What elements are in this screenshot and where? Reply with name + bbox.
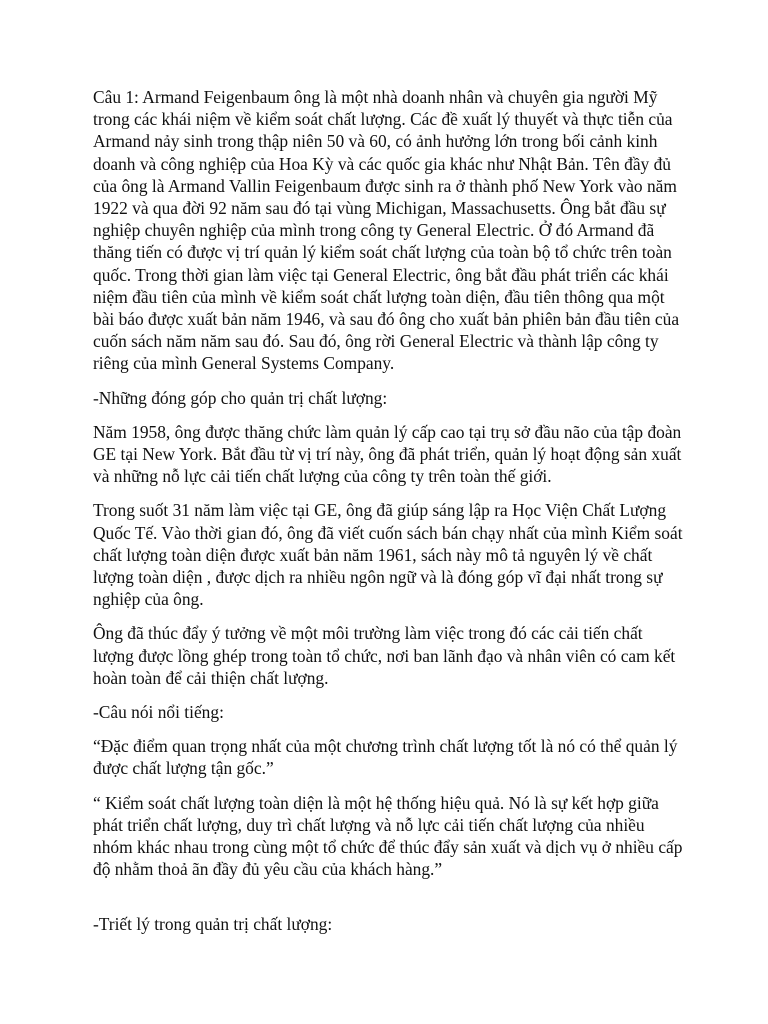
quote-1: “Đặc điểm quan trọng nhất của một chương trình chất lượng tốt là nó có thể quản lý được chất lượng tận gốc.” (93, 736, 678, 779)
section-heading-quotes: -Câu nói nổi tiếng: (93, 702, 224, 723)
document-body (93, 86, 683, 947)
contributions-paragraph-1: Năm 1958, ông được thăng chức làm quản lý cấp cao tại trụ sở đầu não của tập đoàn GE tại New York. Bắt đầu từ vị trí này, ông đã phát triển, quản lý hoạt động sản xuất và những nỗ lực cải tiến chất lượng của công ty trên toàn thế giới. (93, 421, 682, 487)
section-heading-philosophy: -Triết lý trong quản trị chất lượng: (93, 913, 333, 934)
section-heading-contributions: -Những đóng góp cho quản trị chất lượng: (93, 387, 388, 408)
intro-paragraph: Câu 1: Armand Feigenbaum ông là một nhà doanh nhân và chuyên gia người Mỹ trong các khái niệm về kiểm soát chất lượng. Các đề xuất lý thuyết và thực tiễn của Armand nảy sinh trong thập niên 50 và 60, có ảnh hưởng lớn trong bối cảnh kinh doanh và công nghiệp của Hoa Kỳ và các quốc gia khác như Nhật Bản. Tên đầy đủ của ông là Armand Vallin Feigenbaum được sinh ra ở thành phố New York vào năm 1922 và qua đời 92 năm sau đó tại vùng Michigan, Massachusetts. Ông bắt đầu sự nghiệp chuyên nghiệp của mình trong công ty General Electric. Ở đó Armand đã thăng tiến có được vị trí quản lý kiểm soát chất lượng của toàn bộ tổ chức trên toàn quốc. Trong thời gian làm việc tại General Electric, ông bắt đầu phát triển các khái niệm đầu tiên của mình về kiểm soát chất lượng toàn diện, đầu tiên thông qua một bài báo được xuất bản năm 1946, và sau đó ông cho xuất bản phiên bản đầu tiên của cuốn sách năm năm sau đó. Sau đó, ông rời General Electric và thành lập công ty riêng của mình General Systems Company. (93, 87, 680, 374)
quote-2: “ Kiểm soát chất lượng toàn diện là một hệ thống hiệu quả. Nó là sự kết hợp giữa phát triển chất lượng, duy trì chất lượng và nỗ lực cải tiến chất lượng của nhiều nhóm khác nhau trong cùng một tổ chức để thúc đẩy sản xuất và dịch vụ ở nhiều cấp độ nhằm thoả ãn đầy đủ yêu cầu của khách hàng.” (93, 792, 683, 880)
contributions-paragraph-3: Ông đã thúc đẩy ý tưởng về một môi trường làm việc trong đó các cải tiến chất lượng được lồng ghép trong toàn tổ chức, nơi ban lãnh đạo và nhân viên có cam kết hoàn toàn để cải thiện chất lượng. (93, 623, 676, 688)
contributions-paragraph-2: Trong suốt 31 năm làm việc tại GE, ông đã giúp sáng lập ra Học Viện Chất Lượng Quốc Tế. Vào thời gian đó, ông đã viết cuốn sách bán chạy nhất của mình Kiểm soát chất lượng toàn diện được xuất bản năm 1961, sách này mô tả nguyên lý về chất lượng toàn diện , được dịch ra nhiều ngôn ngữ và là đóng góp vĩ đại nhất trong sự nghiệp của ông. (93, 500, 683, 610)
